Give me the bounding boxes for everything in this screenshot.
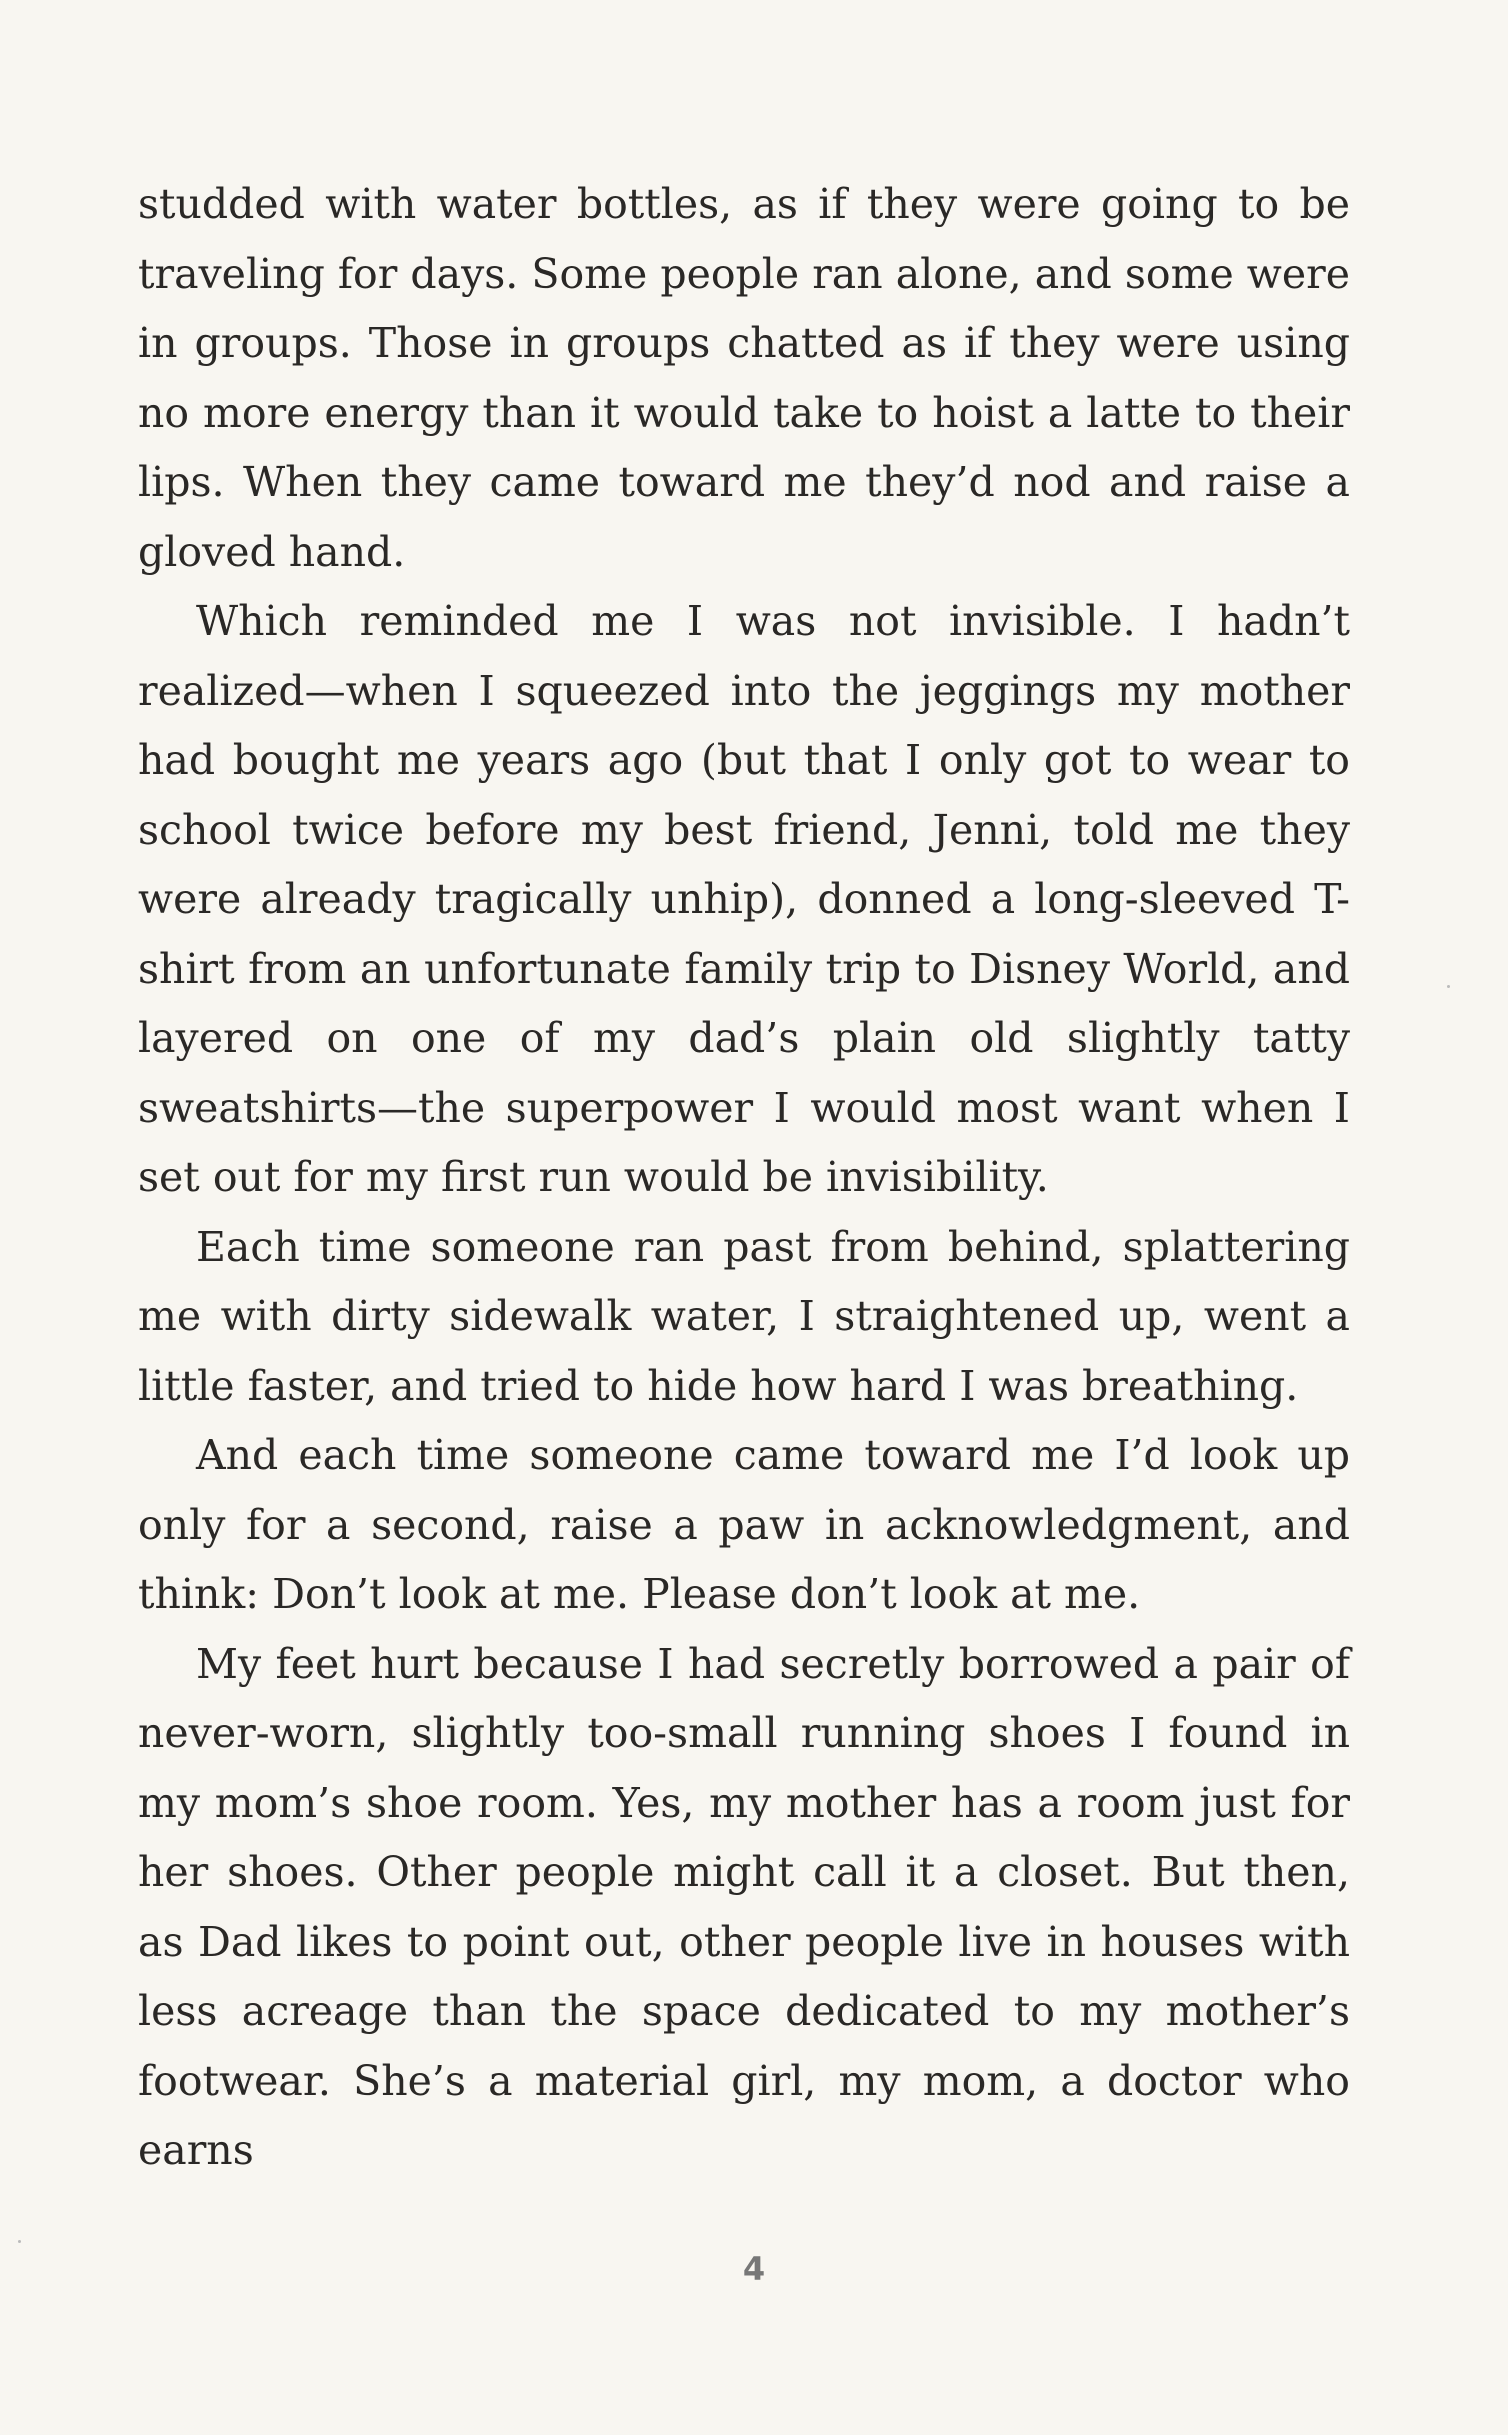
paper-speck xyxy=(1447,985,1450,988)
body-text xyxy=(138,170,1350,2186)
paragraph-3: Each time someone ran past from behind, splattering me with dirty sidewalk water, I straightened up, went a little faster, and tried to hide how hard I was breathing. xyxy=(138,1222,1350,1410)
paragraph-4: And each time someone came toward me I’d look up only for a second, raise a paw in acknowledgment, and think: Don’t look at me. Please don’t look at me. xyxy=(138,1431,1350,1618)
paper-speck xyxy=(18,2240,21,2243)
paragraph-5: My feet hurt because I had secretly borrowed a pair of never-worn, slightly too-small running shoes I found in my mom’s shoe room. Yes, my mother has a room just for her shoes. Other people might call it a closet. But then, as Dad likes to point out, other people live in houses with less acreage than the space dedicated to my mother’s footwear. She’s a material girl, my mom, a doctor who earns xyxy=(138,1639,1350,2174)
paragraph-1: studded with water bottles, as if they were going to be traveling for days. Some people ran alone, and some were in groups. Those in groups chatted as if they were using no more energy than it would take to hoist a latte to their lips. When they came toward me they’d nod and raise a gloved hand. xyxy=(138,180,1350,576)
paragraph-2: Which reminded me I was not invisible. I hadn’t realized—when I squeezed into the jeggings my mother had bought me years ago (but that I only got to wear to school twice before my best friend, Jenni, told me they were already tragically unhip), donned a long-sleeved T-shirt from an unfortunate family trip to Disney World, and layered on one of my dad’s plain old slightly tatty sweatshirts—the superpower I would most want when I set out for my first run would be invisibility. xyxy=(138,597,1350,1201)
page-number: 4 xyxy=(742,2250,766,2288)
